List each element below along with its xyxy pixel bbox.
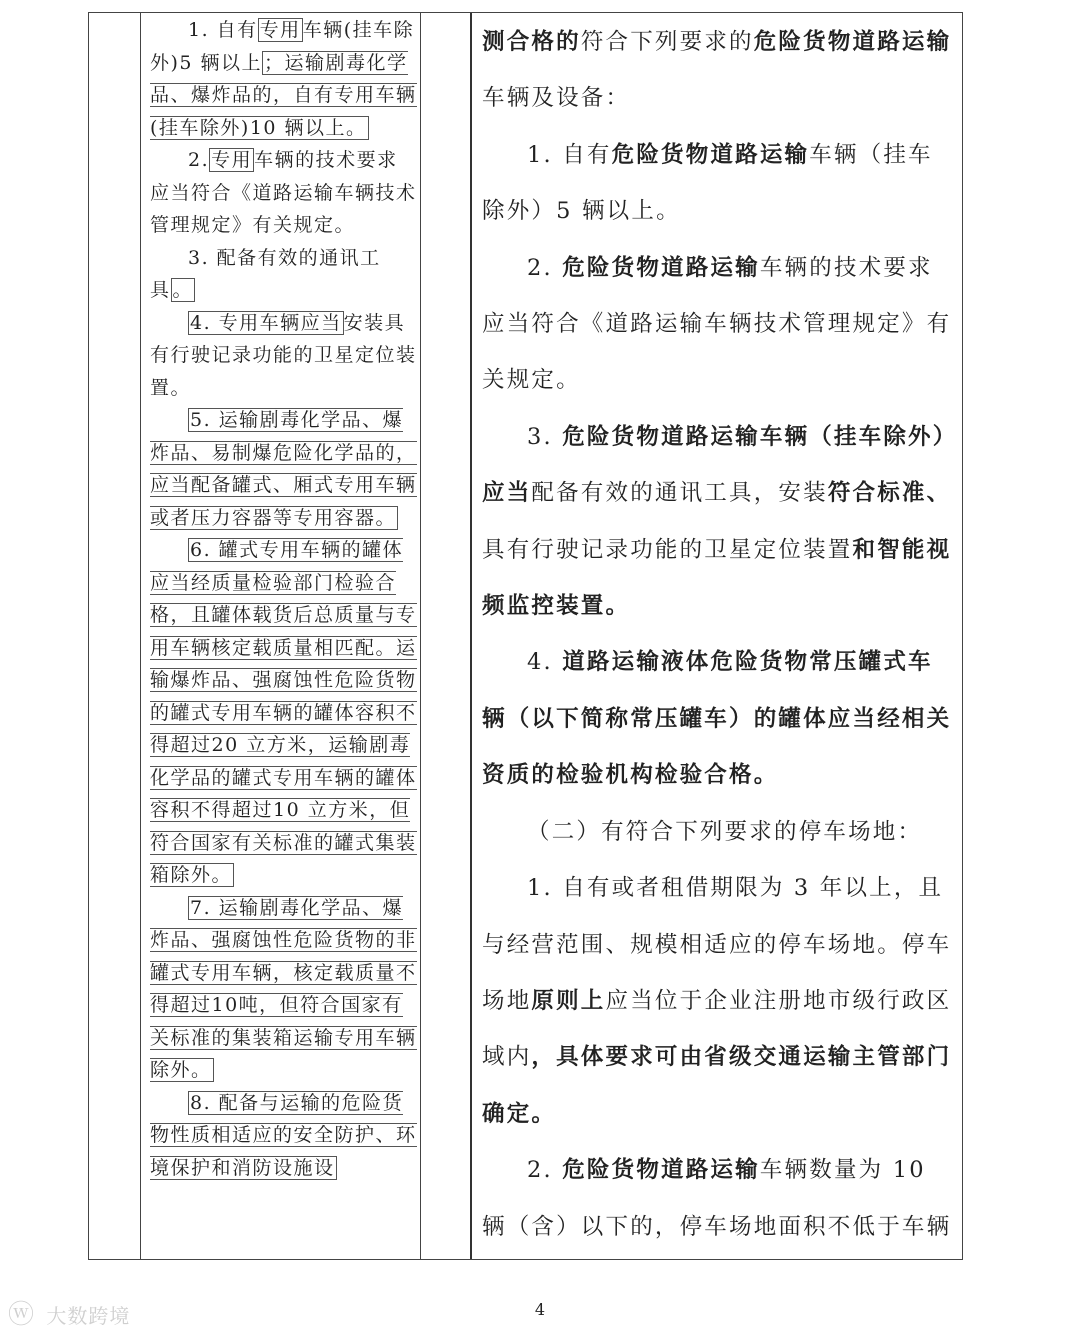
text-run: 1. 自有 [527,141,612,168]
revision-mark-box: 专用 [211,149,253,171]
original-text-column [150,14,418,1184]
clause-paragraph [150,892,418,1087]
added-text: 原则上 [531,987,606,1014]
revised-paragraph [482,804,954,860]
added-text: 危险货物道路运输 [562,254,760,281]
text-run: 车辆的技术要求应当符合《道路运输车辆技术管理规定》有关规定。 [482,254,952,394]
revised-paragraph [482,409,954,635]
table-border-right [962,12,963,1260]
revised-text-column [482,14,954,1255]
clause-paragraph [150,404,418,534]
revision-mark-box: 5. 运输剧毒化学品、爆炸品、易制爆危险化学品的，应当配备罐式、厢式专用车辆或者压力容器等专用容器。 [150,409,417,529]
text-run: 4. [527,649,563,676]
revision-mark-box: 6. 罐式专用车辆的罐体应当经质量检验部门检验合格，且罐体载货后总质量与专用车辆核定载质量相匹配。运输爆炸品、强腐蚀性危险货物的罐式专用车辆的罐体容积不得超过20 立方米，运输剧毒化学品的罐式专用车辆的罐体容积不得超过10 立方米，但符合国家有关标准的罐式集装箱除外。 [150,539,417,886]
added-text: 符合标准、 [827,480,952,507]
table-border-bottom [88,1259,963,1260]
text-run: 符合下列要求的 [580,29,754,55]
text-run: 3. 配备有效的通讯工具 [150,246,381,301]
added-text: 危险货物道路运输 [562,1157,760,1184]
revision-mark-box: ；运输剧毒化学品、爆炸品的，自有专用车辆(挂车除外)10 辆以上。 [150,51,417,139]
revised-paragraph [482,860,954,1142]
revision-mark-box: 7. 运输剧毒化学品、爆炸品、强腐蚀性危险货物的非罐式专用车辆，核定载质量不得超过10吨，但符合国家有关标准的集装箱运输专用车辆除外。 [150,896,417,1081]
watermark-text: 大数跨境 [46,1304,131,1328]
clause-paragraph [150,1087,418,1185]
table-border-left [88,12,89,1260]
revised-paragraph [482,634,954,803]
text-run: 配备有效的通讯工具，安装 [531,480,828,507]
table-border-top [88,12,963,13]
revision-mark-box: 4. 专用车辆应当 [190,311,342,334]
added-text: 危险货物道路运输 [611,141,810,168]
added-text: 危险货物道路运输 [753,29,952,55]
text-run: 车辆及设备： [482,85,631,112]
revised-paragraph [482,127,954,240]
clause-paragraph [150,307,418,405]
clause-paragraph [150,14,418,144]
added-text: 危险货物道路运输车辆（挂车除外）应当 [482,423,947,507]
text-run: 应当位于企业注册地市级行政区域内 [482,987,952,1071]
column-divider [470,12,472,1260]
page-number: 4 [534,1300,546,1319]
text-run: 车辆数量为 10 辆（含）以下的，停车场地面积不低于车辆 [482,1157,952,1240]
column-divider [140,12,141,1260]
added-text: 测合格的 [482,29,581,55]
revision-mark-box: 专用 [259,19,301,41]
clause-paragraph [150,242,418,307]
text-run: 车辆的技术要求应当符合《道路运输车辆技术管理规定》有关规定。 [150,149,417,236]
added-text: 道路运输液体危险货物常压罐式车辆（以下简称常压罐车）的罐体应当经相关资质的检验机构检验合格。 [482,649,952,789]
added-text: 和智能视频监控装置。 [482,536,952,620]
revision-mark-box: 。 [172,279,194,301]
clause-paragraph [150,534,418,892]
revised-paragraph [482,14,954,127]
text-run: 3. [527,423,563,450]
added-text: ，具体要求可由省级交通运输主管部门确定。 [482,1044,952,1127]
weibo-logo-icon: ⓦ [8,1300,36,1330]
text-run: 2. [527,254,563,281]
revision-mark-box: 8. 配备与运输的危险货物性质相适应的安全防护、环境保护和消防设施设 [150,1091,417,1179]
text-run: 车辆(挂车除外)5 辆以上 [150,19,415,74]
text-run: （二）有符合下列要求的停车场地： [527,818,923,845]
text-run: 2. [188,149,210,171]
text-run: 具有行驶记录功能的卫星定位装置 [482,536,853,563]
text-run: 2. [527,1157,563,1184]
text-run: 1. 自有或者租借期限为 3 年以上，且与经营范围、规模相适应的停车场地。停车场地 [482,875,952,1014]
clause-paragraph [150,144,418,242]
text-run: 安装具有行驶记录功能的卫星定位装置。 [150,311,417,399]
revised-paragraph [482,1142,954,1255]
revised-paragraph [482,240,954,409]
text-run: 1. 自有 [188,19,258,41]
text-run: 车辆（挂车除外）5 辆以上。 [482,141,933,225]
column-divider [420,12,421,1260]
